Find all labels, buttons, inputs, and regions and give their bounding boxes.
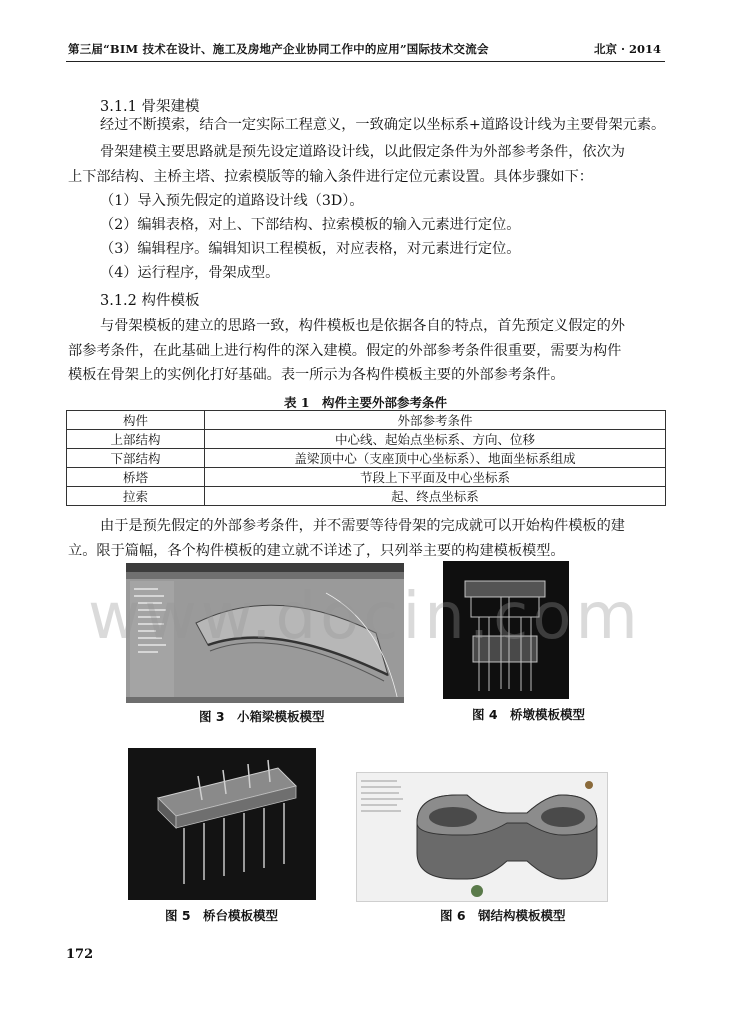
figure-6-image <box>356 772 608 902</box>
table-header-cell: 构件 <box>67 411 205 430</box>
running-header-title: 第三届“BIM 技术在设计、施工及房地产企业协同工作中的应用”国际技术交流会 <box>68 42 489 56</box>
running-header-location: 北京 · 2014 <box>593 42 661 56</box>
table-caption: 表 1 构件主要外部参考条件 <box>283 395 448 410</box>
step-2: （2）编辑表格，对上、下部结构、拉索模板的输入元素进行定位。 <box>100 217 521 233</box>
step-1: （1）导入预先假定的道路设计线（3D）。 <box>100 193 364 209</box>
table-row <box>67 449 666 468</box>
watermark: www.docin.com <box>88 580 642 654</box>
section-311-para1: 经过不断摸索，结合一定实际工程意义，一致确定以坐标系+道路设计线为主要骨架元素。 <box>100 117 666 133</box>
header-rule <box>66 61 665 62</box>
section-311-para2-line2: 上下部结构、主桥主塔、拉索模版等的输入条件进行定位元素设置。具体步骤如下： <box>68 169 593 185</box>
steel-structure-render <box>357 773 607 901</box>
step-3: （3）编辑程序。编辑知识工程模板，对应表格，对元素进行定位。 <box>100 241 521 257</box>
table-cell: 起、终点坐标系 <box>205 487 666 506</box>
figure-5-caption: 图 5 桥台模板模型 <box>165 908 279 923</box>
section-312-line1: 与骨架模板的建立的思路一致，构件模板也是依据各自的特点，首先预定义假定的外 <box>100 318 625 334</box>
table-cell: 节段上下平面及中心坐标系 <box>205 468 666 487</box>
table-cell: 中心线、起始点坐标系、方向、位移 <box>205 430 666 449</box>
figure-5-image <box>128 748 316 900</box>
figure-6-caption: 图 6 钢结构模板模型 <box>440 908 566 923</box>
table-header-row <box>67 411 666 430</box>
page-number: 172 <box>66 947 94 962</box>
table-cell: 桥塔 <box>67 468 205 487</box>
after-table-line2: 立。限于篇幅，各个构件模板的建立就不详述了，只列举主要的构建模板模型。 <box>68 543 565 559</box>
table-header-cell: 外部参考条件 <box>205 411 666 430</box>
section-311-para2-line1: 骨架建模主要思路就是预先设定道路设计线，以此假定条件为外部参考条件，依次为 <box>100 144 625 160</box>
table-row <box>67 468 666 487</box>
reference-conditions-table <box>66 410 666 506</box>
section-312-line2: 部参考条件，在此基础上进行构件的深入建模。假定的外部参考条件很重要，需要为构件 <box>68 343 622 359</box>
table-cell: 上部结构 <box>67 430 205 449</box>
section-312-line3: 模板在骨架上的实例化打好基础。表一所示为各构件模板主要的外部参考条件。 <box>68 367 565 383</box>
table-row <box>67 430 666 449</box>
abutment-render <box>128 748 316 900</box>
section-311-title: 3.1.1 骨架建模 <box>100 99 200 115</box>
section-312-title: 3.1.2 构件模板 <box>100 293 200 309</box>
figure-4-caption: 图 4 桥墩模板模型 <box>472 707 586 722</box>
figure-3-caption: 图 3 小箱梁模板模型 <box>199 709 325 724</box>
table-cell: 盖梁顶中心（支座顶中心坐标系）、地面坐标系组成 <box>205 449 666 468</box>
after-table-line1: 由于是预先假定的外部参考条件，并不需要等待骨架的完成就可以开始构件模板的建 <box>100 518 625 534</box>
table-cell: 拉索 <box>67 487 205 506</box>
table-row <box>67 487 666 506</box>
table-cell: 下部结构 <box>67 449 205 468</box>
step-4: （4）运行程序，骨架成型。 <box>100 265 280 281</box>
